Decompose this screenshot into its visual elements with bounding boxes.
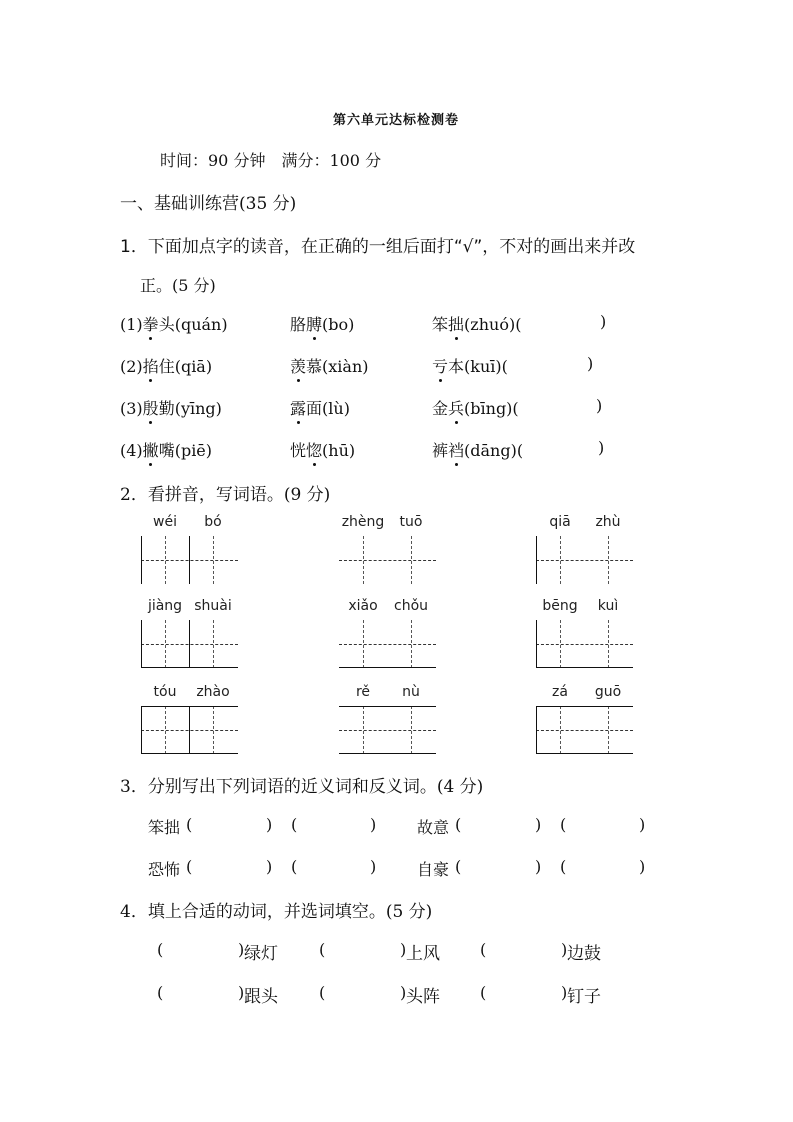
- synonym-blank[interactable]: [192, 857, 262, 879]
- verb-blank[interactable]: [327, 940, 397, 962]
- grid-border: [339, 706, 436, 707]
- word-label: 恐怖: [148, 860, 181, 879]
- item-number: (3): [120, 399, 143, 418]
- item-number: (2): [120, 357, 143, 376]
- writing-grid[interactable]: [141, 706, 238, 754]
- synonym-blank[interactable]: [461, 857, 531, 879]
- answer-open-paren: (: [319, 983, 326, 1002]
- dotted-char: 兵: [448, 396, 464, 419]
- reading-item: [290, 438, 355, 461]
- pinyin-label: nù: [402, 684, 420, 700]
- grid-midline: [363, 536, 364, 584]
- answer-open-paren: (: [512, 399, 519, 418]
- dotted-char: 拳: [143, 312, 159, 335]
- answer-close-paren: ): [561, 940, 568, 959]
- answer-blank[interactable]: [517, 354, 583, 376]
- pinyin-label: kuì: [597, 598, 619, 614]
- writing-grid[interactable]: [536, 536, 633, 584]
- dotted-char: 膊: [306, 312, 322, 335]
- pinyin-reading: (dāng): [464, 441, 517, 460]
- pinyin-reading: (yīng): [174, 399, 222, 418]
- pinyin-label: shuài: [194, 598, 232, 614]
- answer-close-paren: ): [370, 857, 377, 876]
- pinyin-label: xiǎo: [348, 598, 378, 614]
- reading-item: [290, 396, 350, 419]
- dotted-char: 撇: [143, 438, 159, 461]
- reading-item: [120, 438, 212, 461]
- word-char: 本: [448, 357, 465, 376]
- dotted-char: 亏: [432, 354, 448, 377]
- answer-open-paren: (: [480, 940, 487, 959]
- answer-close-paren: ): [266, 857, 273, 876]
- word-label: 故意: [417, 818, 450, 837]
- grid-border: [536, 706, 633, 707]
- grid-midline: [363, 620, 364, 668]
- verb-blank[interactable]: [327, 983, 397, 1005]
- antonym-blank[interactable]: [297, 857, 367, 879]
- dotted-char: 拙: [448, 312, 464, 335]
- answer-close-paren: ): [598, 438, 605, 457]
- pinyin-reading: (bo): [322, 315, 355, 334]
- item-number: (4): [120, 441, 143, 460]
- dotted-char: 殷: [143, 396, 159, 419]
- grid-midline: [560, 536, 561, 584]
- phrase-label: 绿灯: [244, 944, 278, 964]
- grid-border: [189, 620, 190, 668]
- pinyin-label: wéi: [153, 514, 177, 530]
- phrase-label: 跟头: [244, 987, 278, 1007]
- pinyin-label: chǒu: [393, 598, 429, 614]
- dotted-char: 羡: [290, 354, 306, 377]
- grid-midline: [363, 706, 364, 754]
- pinyin-reading: (piē): [174, 441, 213, 460]
- pinyin-label: guō: [594, 684, 622, 700]
- reading-item: [120, 354, 212, 377]
- pinyin-label: zhèng: [341, 514, 385, 530]
- grid-border: [189, 536, 190, 584]
- answer-close-paren: ): [238, 940, 245, 959]
- answer-close-paren: ): [600, 312, 607, 331]
- word-char: 金: [432, 399, 449, 418]
- answer-open-paren: (: [480, 983, 487, 1002]
- dotted-char: 惚: [306, 438, 322, 461]
- verb-blank[interactable]: [165, 940, 235, 962]
- grid-border: [536, 753, 633, 754]
- grid-midline: [339, 644, 436, 645]
- reading-item: [432, 396, 519, 419]
- question-2-prompt: 2．看拼音，写词语。(9 分): [120, 485, 331, 505]
- grid-border: [189, 706, 190, 754]
- question-1-prompt-cont: 正。(5 分): [140, 276, 216, 295]
- grid-midline: [213, 620, 214, 668]
- pinyin-label: tuō: [399, 514, 423, 530]
- answer-close-paren: ): [370, 815, 377, 834]
- pinyin-label: jiàng: [147, 598, 183, 614]
- reading-item: [120, 312, 228, 335]
- pinyin-label: bó: [204, 514, 222, 530]
- grid-midline: [165, 706, 166, 754]
- exam-time-info: 时间：90 分钟 满分：100 分: [160, 151, 382, 170]
- word-char: 面: [306, 399, 323, 418]
- answer-close-paren: ): [238, 983, 245, 1002]
- word-char: 慕: [306, 357, 323, 376]
- answer-close-paren: ): [400, 983, 407, 1002]
- reading-item: [290, 312, 354, 335]
- grid-border: [141, 706, 238, 707]
- item-number: (1): [120, 315, 143, 334]
- answer-open-paren: (: [455, 815, 462, 834]
- answer-open-paren: (: [515, 315, 522, 334]
- word-label: 笨拙: [148, 818, 181, 837]
- answer-close-paren: ): [400, 940, 407, 959]
- synonym-blank[interactable]: [192, 815, 262, 837]
- question-1-prompt: 1．下面加点字的读音，在正确的一组后面打“√”，不对的画出来并改: [120, 237, 636, 257]
- word-char: 嘴: [158, 441, 175, 460]
- grid-midline: [536, 644, 633, 645]
- answer-open-paren: (: [186, 815, 193, 834]
- verb-blank[interactable]: [488, 983, 558, 1005]
- antonym-blank[interactable]: [297, 815, 367, 837]
- answer-close-paren: ): [587, 354, 594, 373]
- pinyin-label: zá: [552, 684, 568, 700]
- grid-border: [536, 667, 633, 668]
- word-char: 恍: [290, 441, 307, 460]
- reading-item: [120, 396, 222, 419]
- reading-item: [432, 354, 508, 377]
- grid-midline: [411, 620, 412, 668]
- phrase-label: 边鼓: [567, 944, 601, 964]
- pinyin-reading: (xiàn): [322, 357, 369, 376]
- word-char: 住: [158, 357, 175, 376]
- answer-blank[interactable]: [526, 396, 592, 418]
- reading-item: [432, 312, 521, 335]
- writing-grid[interactable]: [141, 620, 238, 668]
- grid-border: [339, 667, 436, 668]
- writing-grid[interactable]: [141, 536, 238, 584]
- grid-border: [141, 620, 142, 668]
- grid-border: [141, 753, 238, 754]
- antonym-blank[interactable]: [566, 815, 636, 837]
- grid-border: [536, 706, 537, 754]
- writing-grid[interactable]: [339, 536, 436, 584]
- answer-open-paren: (: [516, 441, 524, 460]
- pinyin-label: rě: [355, 684, 371, 700]
- grid-midline: [560, 706, 561, 754]
- grid-midline: [411, 706, 412, 754]
- dotted-char: 露: [290, 396, 306, 419]
- question-4-prompt: 4．填上合适的动词，并选词填空。(5 分): [120, 902, 433, 922]
- grid-midline: [165, 620, 166, 668]
- phrase-label: 上风: [406, 944, 440, 964]
- pinyin-reading: (qiā): [174, 357, 213, 376]
- answer-close-paren: ): [639, 857, 646, 876]
- grid-border: [536, 536, 537, 584]
- answer-close-paren: ): [535, 815, 542, 834]
- answer-close-paren: ): [266, 815, 273, 834]
- answer-open-paren: (: [455, 857, 462, 876]
- word-label: 自豪: [417, 860, 450, 879]
- antonym-blank[interactable]: [566, 857, 636, 879]
- grid-midline: [339, 560, 436, 561]
- grid-midline: [608, 706, 609, 754]
- synonym-blank[interactable]: [461, 815, 531, 837]
- phrase-label: 头阵: [406, 987, 440, 1007]
- writing-grid[interactable]: [339, 706, 436, 754]
- answer-open-paren: (: [157, 940, 164, 959]
- word-char: 笨: [432, 315, 449, 334]
- pinyin-reading: (bīng): [464, 399, 513, 418]
- grid-midline: [213, 706, 214, 754]
- answer-close-paren: ): [561, 983, 568, 1002]
- answer-open-paren: (: [501, 357, 508, 376]
- answer-close-paren: ): [535, 857, 542, 876]
- writing-grid[interactable]: [536, 706, 633, 754]
- grid-midline: [213, 536, 214, 584]
- grid-midline: [536, 560, 633, 561]
- answer-open-paren: (: [291, 815, 298, 834]
- section-heading: 一、基础训练营(35 分): [120, 194, 297, 214]
- pinyin-reading: (lù): [322, 399, 350, 418]
- pinyin-reading: (zhuó): [464, 315, 516, 334]
- pinyin-reading: (hū): [322, 441, 356, 460]
- grid-midline: [339, 730, 436, 731]
- grid-midline: [536, 730, 633, 731]
- answer-open-paren: (: [291, 857, 298, 876]
- answer-open-paren: (: [157, 983, 164, 1002]
- pinyin-label: bēng: [542, 598, 578, 614]
- grid-midline: [165, 536, 166, 584]
- grid-border: [141, 706, 142, 754]
- answer-open-paren: (: [560, 857, 567, 876]
- pinyin-label: qiā: [549, 514, 571, 530]
- grid-midline: [560, 620, 561, 668]
- word-char: 裤: [432, 441, 449, 460]
- verb-blank[interactable]: [488, 940, 558, 962]
- grid-border: [339, 753, 436, 754]
- page-title: 第六单元达标检测卷: [333, 113, 460, 128]
- grid-border: [141, 536, 142, 584]
- word-char: 勤: [158, 399, 175, 418]
- writing-grid[interactable]: [536, 620, 633, 668]
- question-3-prompt: 3．分别写出下列词语的近义词和反义词。(4 分): [120, 777, 484, 797]
- grid-midline: [411, 536, 412, 584]
- writing-grid[interactable]: [339, 620, 436, 668]
- dotted-char: 裆: [448, 438, 464, 461]
- word-char: 胳: [290, 315, 307, 334]
- verb-blank[interactable]: [165, 983, 235, 1005]
- word-char: 头: [158, 315, 175, 334]
- answer-close-paren: ): [639, 815, 646, 834]
- answer-open-paren: (: [319, 940, 326, 959]
- pinyin-reading: (quán): [174, 315, 228, 334]
- answer-close-paren: ): [596, 396, 603, 415]
- grid-midline: [608, 536, 609, 584]
- phrase-label: 钉子: [567, 987, 601, 1007]
- answer-open-paren: (: [560, 815, 567, 834]
- grid-midline: [608, 620, 609, 668]
- answer-open-paren: (: [186, 857, 193, 876]
- pinyin-label: tóu: [153, 684, 177, 700]
- reading-item: [290, 354, 369, 377]
- pinyin-label: zhào: [196, 684, 230, 700]
- reading-item: [432, 438, 523, 461]
- answer-blank[interactable]: [530, 312, 596, 334]
- grid-border: [141, 667, 238, 668]
- grid-border: [536, 620, 537, 668]
- dotted-char: 掐: [143, 354, 159, 377]
- pinyin-label: zhù: [595, 514, 621, 530]
- answer-blank[interactable]: [528, 438, 594, 460]
- pinyin-reading: (kuī): [464, 357, 502, 376]
